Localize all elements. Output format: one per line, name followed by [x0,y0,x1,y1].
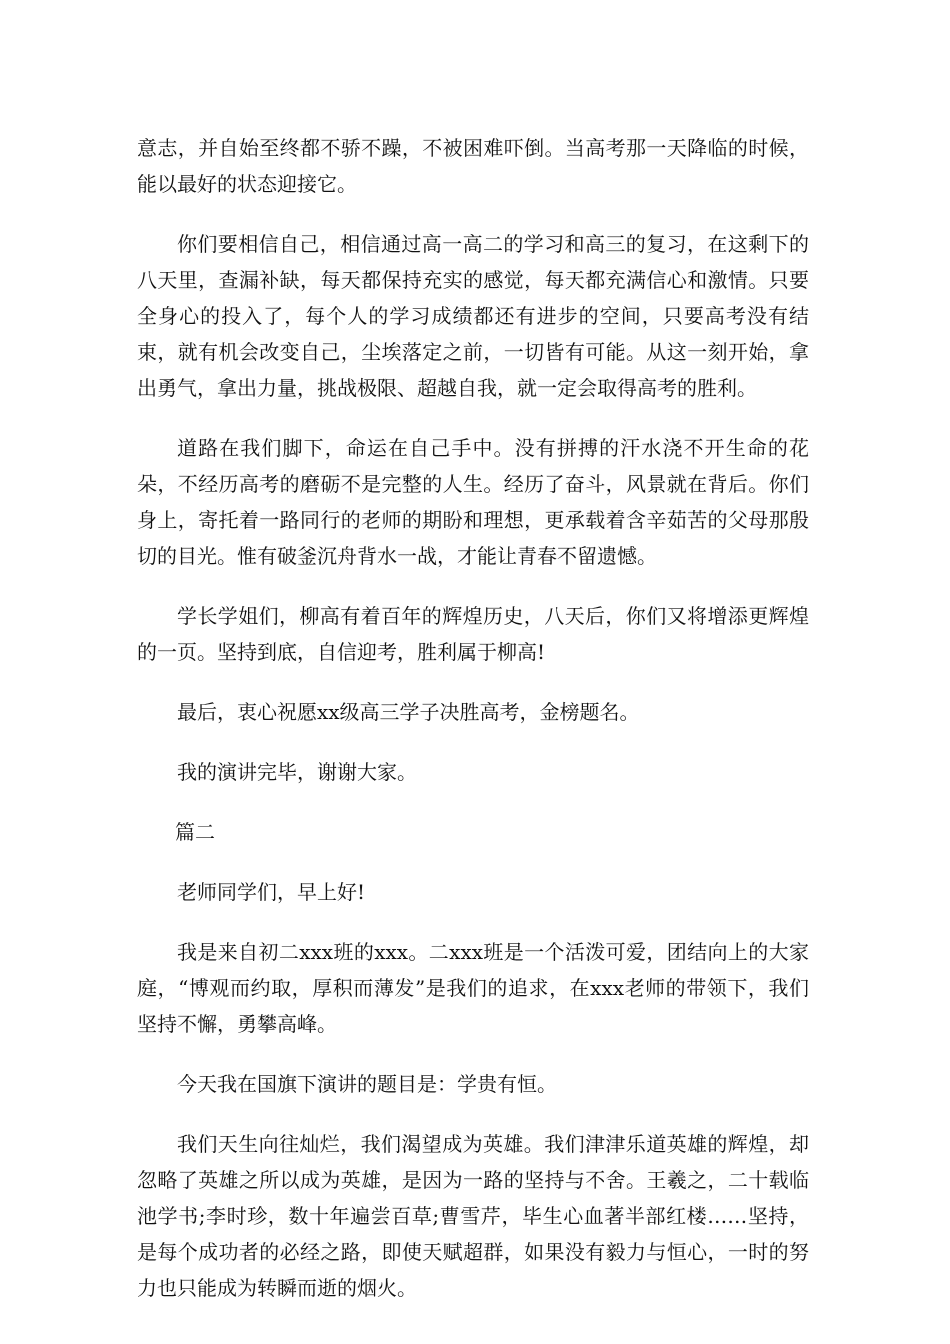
paragraph-1: 意志，并自始至终都不骄不躁，不被困难吓倒。当高考那一天降临的时候，能以最好的状态迎接它。 [137,136,809,196]
section-heading: 篇二 [175,820,215,844]
paragraph-8: 我是来自初二xxx班的xxx。二xxx班是一个活泼可爱，团结向上的大家庭，“博观而约取，厚积而薄发”是我们的追求，在xxx老师的带领下，我们坚持不懈，勇攀高峰。 [137,940,809,1036]
paragraph-4: 学长学姐们，柳高有着百年的辉煌历史，八天后，你们又将增添更辉煌的一页。坚持到底，自信迎考，胜利属于柳高! [137,604,809,664]
paragraph-2: 你们要相信自己，相信通过高一高二的学习和高三的复习，在这剩下的八天里，查漏补缺，每天都保持充实的感觉，每天都充满信心和激情。只要全身心的投入了，每个人的学习成绩都还有进步的空间，只要高考没有结束，就有机会改变自己，尘埃落定之前，一切皆有可能。从这一刻开始，拿出勇气，拿出力量，挑战极限、超越自我，就一定会取得高考的胜利。 [137,232,809,400]
paragraph-9: 今天我在国旗下演讲的题目是：学贵有恒。 [177,1072,557,1096]
paragraph-7: 老师同学们，早上好! [177,880,366,904]
paragraph-5: 最后，衷心祝愿xx级高三学子决胜高考，金榜题名。 [177,700,640,724]
paragraph-6: 我的演讲完毕，谢谢大家。 [177,760,417,784]
paragraph-10: 我们天生向往灿烂，我们渴望成为英雄。我们津津乐道英雄的辉煌，却忽略了英雄之所以成为英雄，是因为一路的坚持与不舍。王羲之，二十载临池学书;李时珍，数十年遍尝百草;曹雪芹，毕生心血著半部红楼……坚持，是每个成功者的必经之路，即使天赋超群，如果没有毅力与恒心，一时的努力也只能成为转瞬而逝的烟火。 [137,1132,809,1300]
paragraph-3: 道路在我们脚下，命运在自己手中。没有拼搏的汗水浇不开生命的花朵，不经历高考的磨砺不是完整的人生。经历了奋斗，风景就在背后。你们身上，寄托着一路同行的老师的期盼和理想，更承载着含辛茹苦的父母那殷切的目光。惟有破釜沉舟背水一战，才能让青春不留遗憾。 [137,436,809,568]
document-body [137,130,809,1330]
